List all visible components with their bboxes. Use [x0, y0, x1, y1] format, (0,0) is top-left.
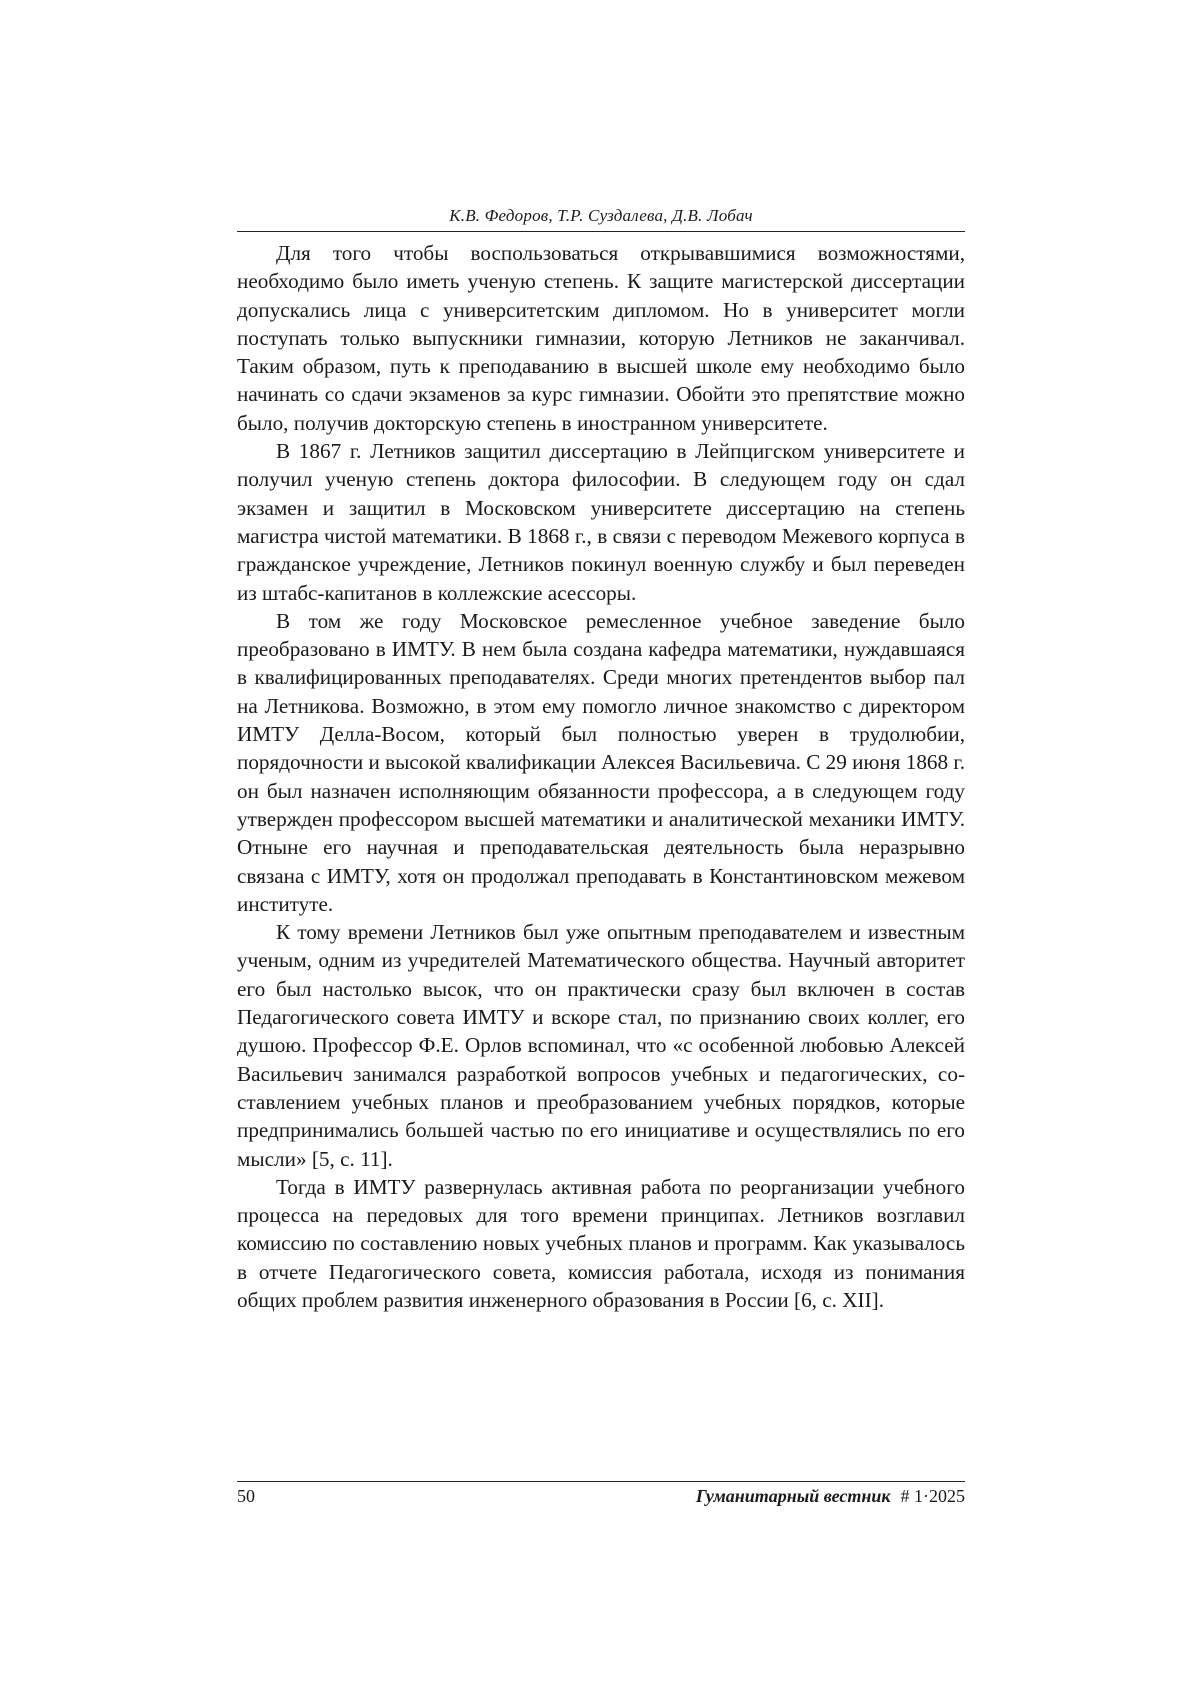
article-body	[237, 239, 965, 1314]
footer-rule	[237, 1481, 965, 1482]
page-footer	[237, 1486, 965, 1507]
journal-info	[696, 1486, 965, 1507]
paragraph-2: В 1867 г. Летников защитил диссертацию в Лейпцигском университете и получил ученую степень доктора философии. В следующем году он сдал экзамен и защитил в Московском университете диссертацию на степень магистра чистой математики. В 1868 г., в связи с переводом Межевого корпуса в гражданское учреждение, Летников покинул военную службу и был переведен из штабс-капитанов в коллежские асессоры.	[237, 439, 965, 605]
page-number: 50	[237, 1486, 255, 1506]
paragraph-5: Тогда в ИМТУ развернулась активная работа по реорганизации учебного процесса на передовых для того времени принципах. Летников возглавил комиссию по составлению новых учебных планов и программ. Как указывалось в отчете Педагогического совета, комиссия работала, исходя из понимания общих проблем развития инженерного образования в России [6, с. XII].	[237, 1174, 965, 1312]
header-rule	[237, 231, 965, 232]
paragraph-3: В том же году Московское ремесленное учебное заведение было преобразовано в ИМТУ. В нем была создана кафедра математики, нуждавшаяся в квалифицированных преподавателях. Среди многих претендентов выбор пал на Летникова. Возможно, в этом ему помогло личное знакомство с директором ИМТУ Делла-Восом, который был полностью уверен в трудолюбии, порядочности и высокой квалификации Алексея Васильевича. С 29 июня 1868 г. он был назначен исполняющим обязанности профессора, а в следующем году утвержден профессором высшей математики и аналитической механики ИМТУ. Отныне его научная и преподавательская деятельность была неразрывно связана с ИМТУ, хотя он продолжал преподавать в Константиновском межевом институте.	[237, 608, 965, 916]
journal-title: Гуманитарный вестник	[695, 1486, 891, 1506]
paragraph-1: Для того чтобы воспользоваться открывавшимися возможностями, необходимо было иметь ученую степень. К защите магистерской диссертации допускались лица с университетским дипломом. Но в университет могли поступать только выпускники гимназии, которую Летников не заканчивал. Таким образом, путь к преподаванию в высшей школе ему необходимо было начинать со сдачи экзаменов за курс гимназии. Обойти это препятствие можно было, получив докторскую степень в иностранном университете.	[237, 241, 965, 435]
document-page	[237, 0, 965, 1698]
paragraph-4: К тому времени Летников был уже опытным преподавателем и известным ученым, одним из учредителей Математического общества. Научный авторитет его был настолько высок, что он практически сразу был включен в состав Педагогического совета ИМТУ и вскоре стал, по признанию своих коллег, его душою. Профессор Ф.Е. Орлов вспоминал, что «с особенной любовью Алексей Васильевич занимался разработкой вопросов учебных и педагогических, составлением учебных планов и преобразованием учебных порядков, которые предпринимались большей частью по его инициативе и осуществлялись по его мысли» [5, с. 11].	[237, 920, 965, 1171]
running-header-authors: К.В. Федоров, Т.Р. Суздалева, Д.В. Лобач	[449, 206, 753, 225]
issue-number: # 1·2025	[900, 1486, 965, 1506]
